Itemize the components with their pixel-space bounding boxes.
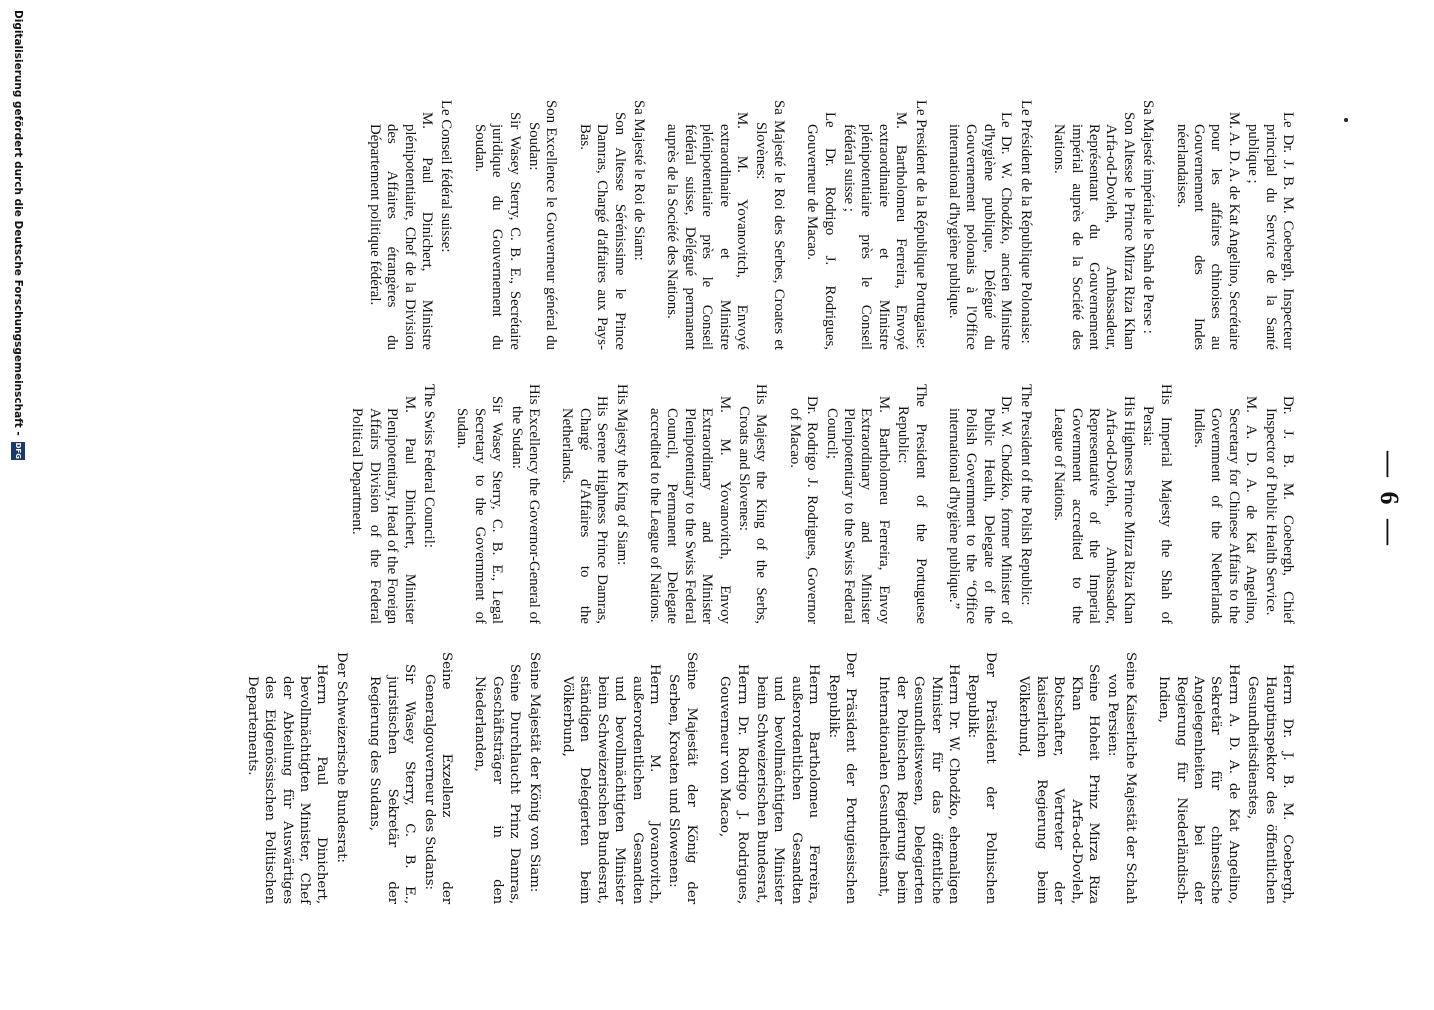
head-of-state-heading: Sa Majesté le Roi de Siam: xyxy=(631,100,647,261)
plenipotentiary-text: Le Dr. J. B. M. Coebergh, Inspecteur principal du Service de la Santé publique ; xyxy=(1245,112,1296,350)
delegation-entry xyxy=(1172,100,1296,350)
plenipotentiary-text: Seine Hoheit Prinz Mirza Riza Khan Arfa-od-Dovleh, Botschafter, Vertreter der kaiserlichen Regierung beim Völkerbund, xyxy=(1016,664,1101,904)
head-of-state-heading: Seine Exzellenz der Generalgouverneur des Sudans: xyxy=(421,652,454,904)
head-of-state-heading: Seine Majestät der König von Siam: xyxy=(526,652,542,893)
delegation-entry xyxy=(663,100,787,350)
plenipotentiary-text: Herrn A. D. A. de Kat Angelino, Sekretär für chinesische Angelegenheiten bei der Regierung für Niederländisch-Indien, xyxy=(1156,664,1241,904)
plenipotentiary-text: M. M. Yovanovitch, Envoyé extraordinaire et Ministre plénipotentiaire près le Conseil fédéral suisse, Délégué permanent auprès de la Société des Nations. xyxy=(664,112,751,350)
plenipotentiary-text: Son Altesse Sérénissime le Prince Damras, Chargé d'affaires aux Pays-Bas. xyxy=(576,112,628,350)
delegation-entry xyxy=(243,652,349,904)
head-of-state-heading: Le Conseil fédéral suisse: xyxy=(438,100,455,253)
plenipotentiary-text: His Highness Prince Mirza Riza Khan Arfa-od-Dovleh, Ambassador, Representative of the Imperial Government accredited to the League of Nations. xyxy=(1051,396,1137,624)
delegation-entry xyxy=(1015,652,1139,904)
head-of-state-heading: Der Schweizerische Bundesrat: xyxy=(333,652,349,863)
delegation-entry xyxy=(470,100,559,350)
delegation-entry xyxy=(575,100,647,350)
delegation-entry xyxy=(1050,100,1156,350)
delegation-entry xyxy=(646,384,770,624)
plenipotentiary-text: Seine Durchlaucht Prinz Damras, Geschäftsträger in den Niederlanden, xyxy=(472,664,523,904)
plenipotentiary-text: Sir Wasey Sterry, C. B. E., Secrétaire juridique du Gouvernement du Soudan. xyxy=(471,112,523,350)
delegation-entry xyxy=(945,100,1034,350)
plenipotentiary-text: Sir Wasey Sterry, C. B. E., Legal Secretary to the Government of Sudan. xyxy=(454,396,506,624)
page-number: — 6 — xyxy=(1375,451,1404,549)
plenipotentiary-text: Herrn M. Jovanovitch, außerordentlichen Gesandten und bevollmächtigten Minister beim Schweizerischen Bundesrat, ständigen Delegierten beim Völkerbund, xyxy=(559,664,662,904)
plenipotentiary-text: Dr. W. Chodźko, former Minister of Public Health, Delegate of the Polish Government to the “Office international d'hygiène publique.” xyxy=(946,396,1015,624)
plenipotentiary-text: Sir Wasey Sterry, C. B. E., juristischen Sekretär der Regierung des Sudans, xyxy=(367,664,418,904)
head-of-state-heading: Seine Majestät der König der Serben, Kroaten und Slowenen: xyxy=(666,652,699,904)
head-of-state-heading: Le Président de la République Polonaise: xyxy=(1017,100,1034,344)
delegation-entry xyxy=(558,384,630,624)
head-of-state-heading: Sa Majesté impériale le Shah de Perse : xyxy=(1140,100,1157,334)
delegation-entry xyxy=(1155,652,1296,904)
plenipotentiary-text: Le Dr. Rodrigo J. Rodrigues, Gouverneur de Macao. xyxy=(804,112,838,350)
delegation-entry xyxy=(875,652,999,904)
plenipotentiary-text: M. A. D. A. de Kat Angelino, Secretary for Chinese Affairs to the Government of the Netherlands Indies. xyxy=(1190,396,1260,624)
delegation-entry xyxy=(945,384,1034,624)
plenipotentiary-text: Dr. J. B. M. Coebergh, Chief Inspector of Public Health Service. xyxy=(1262,396,1296,624)
column-french xyxy=(349,100,1296,350)
head-of-state-heading: Seine Kaiserliche Majestät der Schah von Persien: xyxy=(1105,652,1138,904)
delegation-entry xyxy=(366,652,455,904)
head-of-state-heading: His Majesty the King of Siam: xyxy=(613,384,630,566)
delegation-entry xyxy=(1190,384,1296,624)
head-of-state-heading: Le President de la République Portugaise: xyxy=(912,100,929,349)
head-of-state-heading: Der Präsident der Polnischen Republik: xyxy=(965,652,998,904)
head-of-state-heading: Der Präsident der Portugiesischen Republik: xyxy=(825,652,859,904)
dfg-logo-icon: DFG xyxy=(11,442,25,460)
plenipotentiary-text: Herrn Dr. Rodrigo J. Rodrigues, Gouverneur von Macao, xyxy=(717,664,750,904)
plenipotentiary-text: Herrn Bartholomeu Ferreira, außerordentlichen Gesandten und bevollmächtigten Minister beim Schweizerischen Bundesrat, xyxy=(754,664,822,904)
head-of-state-heading: Sa Majesté le Roi des Serbes, Croates et Slovènes: xyxy=(753,100,787,350)
plenipotentiary-text: Herrn Dr. J. B. M. Coebergh, Hauptinspektor des öffentlichen Gesundheitsdienstes, xyxy=(1245,664,1295,904)
plenipotentiary-text: Dr. Rodrigo J. Rodrigues, Governor of Macao. xyxy=(786,396,821,624)
ink-dot xyxy=(1344,118,1348,122)
digitization-note: Digitalisierung gefördert durch die Deutsche Forschungsgemeinschaft - xyxy=(12,10,24,436)
column-english xyxy=(332,384,1296,624)
plenipotentiary-text: M. M. Yovanovitch, Envoy Extraordinary and Minister Plenipotentiary to the Swiss Federal Council, Permanent Delegate accredited to the League of Nations. xyxy=(647,396,733,624)
delegation-entry xyxy=(803,100,929,350)
delegation-entry xyxy=(1050,384,1174,624)
head-of-state-heading: His Excellency the Governor-General of the Sudan: xyxy=(508,384,542,624)
plenipotentiary-text: His Serene Highness Prince Damras, Chargé d'Affaires to the Netherlands. xyxy=(559,396,611,624)
head-of-state-heading: Son Excellence le Gouverneur général du Soudan: xyxy=(525,100,560,350)
delegation-entry xyxy=(453,384,542,624)
plenipotentiary-text: M. Bartholomeu Ferreira, Envoyé extraordinaire et Ministre plénipotentiaire près le Conseil fédéral suisse ; xyxy=(841,112,910,350)
head-of-state-heading: His Imperial Majesty the Shah of Persia: xyxy=(1140,384,1174,624)
delegation-entry xyxy=(348,384,437,624)
digitization-credit xyxy=(7,0,29,1010)
plenipotentiary-text: M. Paul Dinichert, Minister Plenipotentiary, Head of the Foreign Affairs Division of the Federal Political Department. xyxy=(349,396,418,624)
plenipotentiary-text: Herrn Dr. W. Chodźko, ehemaligen Minister für das öffentliche Gesundheitswesen, Delegierten der Polnischen Regierung beim Internationalen Gesundheitsamt, xyxy=(876,664,962,904)
plenipotentiary-text: M. Bartholomeu Ferreira, Envoy Extraordinary and Minister Plenipotentiary to the Swiss Federal Council; xyxy=(823,396,892,624)
delegation-entry xyxy=(471,652,543,904)
delegation-entry xyxy=(716,652,859,904)
delegation-entry xyxy=(559,652,700,904)
plenipotentiary-text: M. Paul Dinichert, Ministre plénipotentiaire, Chef de la Division des Affaires étrangères du Département politique fédéral. xyxy=(366,112,435,350)
head-of-state-heading: The President of the Portuguese Republic: xyxy=(895,384,929,624)
head-of-state-heading: The President of the Polish Republic: xyxy=(1017,384,1034,606)
head-of-state-heading: His Majesty the King of the Serbs, Croats and Slovenes: xyxy=(736,384,770,624)
plenipotentiary-text: Le Dr. W. Chodźko, ancien Ministre d'hygiène publique, Délégué du Gouvernement polonais à l'Office international d'hygiène publique. xyxy=(946,112,1015,350)
plenipotentiary-text: Son Altesse le Prince Mirza Riza Khan Arfa-od-Dovleh, Ambassadeur, Représentant du Gouvernement impérial auprès de la Société des Nations. xyxy=(1051,112,1137,350)
delegation-entry xyxy=(785,384,928,624)
plenipotentiary-text: Herrn Paul Dinichert, bevollmächtigten Minister, Chef der Abteilung für Auswärtiges des Eidgenössischen Politischen Departements. xyxy=(244,664,330,904)
head-of-state-heading: The Swiss Federal Council: xyxy=(420,384,437,548)
plenipotentiary-text: M. A. D. A. de Kat Angelino, Secrétaire pour les affaires chinoises au Gouvernement des Indes néerlandaises. xyxy=(1173,112,1242,350)
delegation-entry xyxy=(365,100,454,350)
column-german xyxy=(227,652,1296,904)
